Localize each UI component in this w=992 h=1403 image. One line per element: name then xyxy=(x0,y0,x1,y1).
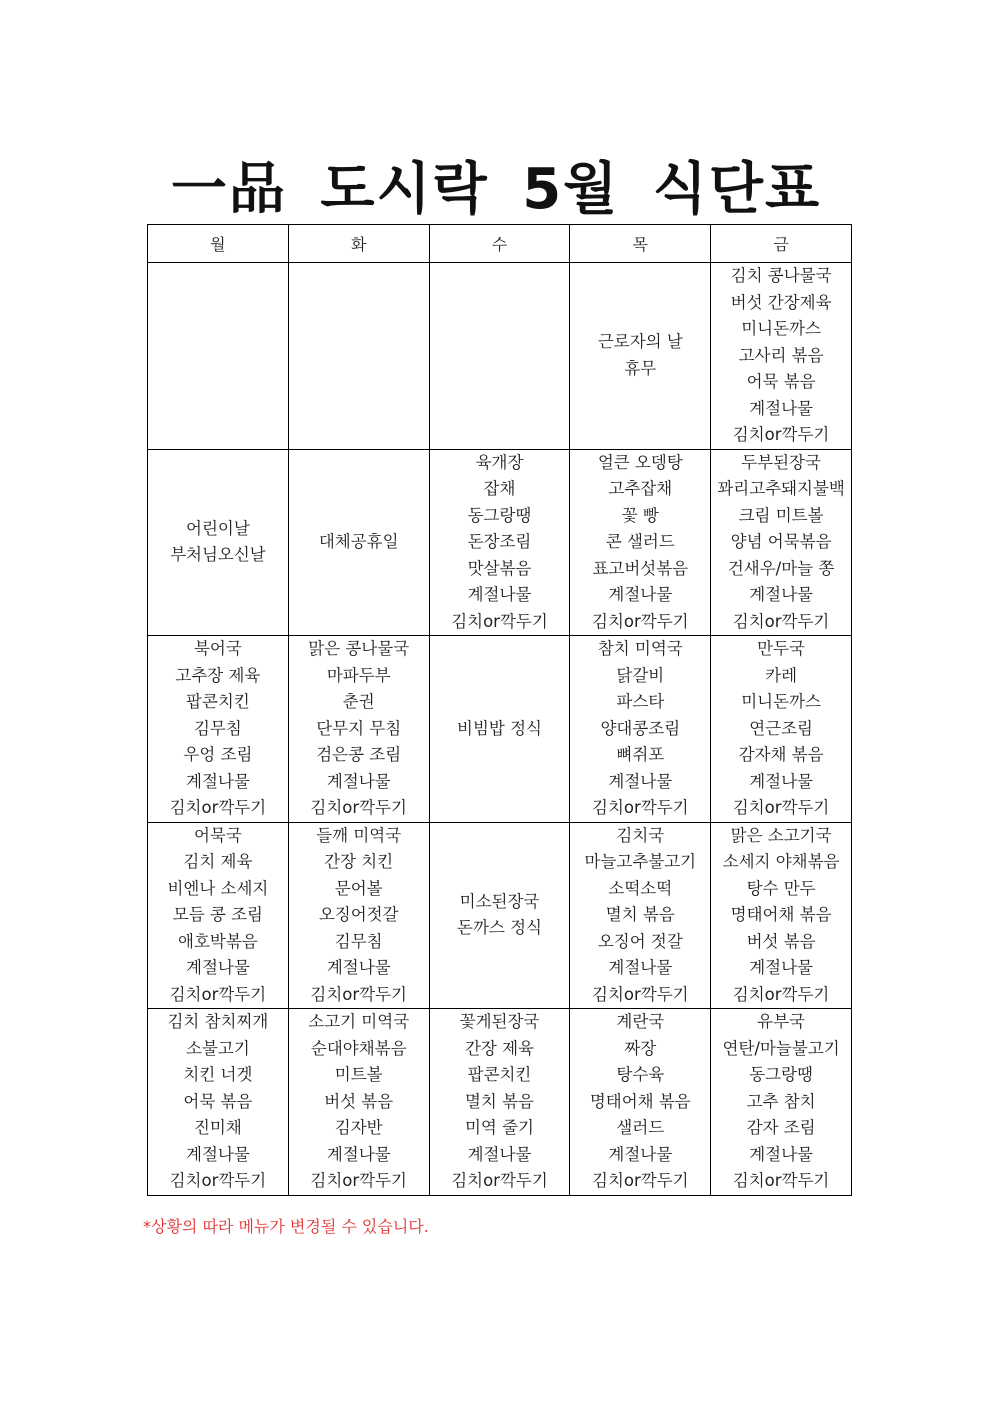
menu-item: 들깨 미역국 xyxy=(316,825,402,845)
menu-item: 계절나물 xyxy=(608,585,673,604)
menu-item: 명태어채 볶음 xyxy=(589,1091,691,1111)
menu-item: 부처님오신날 xyxy=(170,545,266,565)
menu-item: 김치or깍두기 xyxy=(169,798,267,817)
menu-item: 김치or깍두기 xyxy=(310,984,407,1004)
day-menu-cell xyxy=(148,1009,289,1196)
menu-item: 김치 참치찌개 xyxy=(167,1012,269,1031)
day-menu-cell xyxy=(288,1009,429,1196)
day-menu-cell xyxy=(288,263,429,450)
menu-item: 계절나물 xyxy=(186,1144,250,1164)
menu-item: 김자반 xyxy=(334,1118,383,1137)
menu-item: 표고버섯볶음 xyxy=(592,558,689,578)
menu-item: 꽈리고추돼지불백 xyxy=(717,479,845,498)
menu-item: 단무지 무침 xyxy=(316,718,402,738)
menu-item: 오징어젓갈 xyxy=(318,905,399,924)
day-menu-cell xyxy=(570,822,711,1009)
weekday-header: 목 xyxy=(570,225,711,263)
menu-item: 고사리 볶음 xyxy=(738,345,824,365)
weekday-header-row xyxy=(148,225,852,263)
menu-item: 계절나물 xyxy=(608,1144,673,1164)
menu-item: 김치국 xyxy=(616,825,665,845)
menu-body xyxy=(148,263,852,1196)
menu-item: 비엔나 소세지 xyxy=(167,878,269,898)
day-menu-cell xyxy=(711,449,852,636)
menu-item: 고추 참치 xyxy=(746,1091,816,1111)
menu-item: 어린이날 xyxy=(186,518,250,538)
menu-item: 동그랑땡 xyxy=(749,1065,813,1084)
menu-item: 김치 콩나물국 xyxy=(730,266,832,285)
menu-item: 멸치 볶음 xyxy=(464,1091,534,1111)
day-menu-cell xyxy=(429,1009,570,1196)
menu-item: 김무침 xyxy=(334,931,383,951)
menu-item: 탕수육 xyxy=(616,1065,665,1084)
menu-item: 우엉 조림 xyxy=(183,745,253,764)
menu-item: 탕수 만두 xyxy=(746,878,816,898)
menu-item: 미트볼 xyxy=(334,1065,383,1084)
menu-item: 계절나물 xyxy=(326,958,391,977)
menu-item: 문어볼 xyxy=(334,878,383,898)
menu-item: 계절나물 xyxy=(749,771,813,791)
menu-item: 계절나물 xyxy=(749,958,813,977)
menu-item: 애호박볶음 xyxy=(178,931,258,951)
weekday-header: 화 xyxy=(288,225,429,263)
menu-item: 미역 줄기 xyxy=(464,1118,534,1137)
day-menu-cell xyxy=(570,636,711,823)
menu-item: 소떡소떡 xyxy=(608,878,673,898)
menu-item: 비빔밥 정식 xyxy=(457,718,542,738)
menu-item: 치킨 너겟 xyxy=(183,1065,253,1084)
week-row xyxy=(148,1009,852,1196)
menu-item: 양념 어묵볶음 xyxy=(730,532,832,551)
menu-item: 김치or깍두기 xyxy=(451,611,548,631)
day-menu-cell xyxy=(711,636,852,823)
menu-item: 짜장 xyxy=(624,1038,657,1058)
menu-item: 김치or깍두기 xyxy=(310,1171,407,1190)
menu-item: 버섯 볶음 xyxy=(324,1091,394,1111)
menu-item: 샐러드 xyxy=(616,1118,665,1137)
menu-item: 진미채 xyxy=(193,1118,242,1137)
menu-item: 미소된장국 xyxy=(459,891,540,911)
menu-item: 계란국 xyxy=(616,1012,665,1031)
menu-item: 맛살볶음 xyxy=(467,558,532,578)
menu-item: 마파두부 xyxy=(326,665,391,685)
menu-item: 간장 치킨 xyxy=(324,852,394,871)
menu-item: 만두국 xyxy=(757,639,805,658)
menu-item: 계절나물 xyxy=(467,1144,532,1164)
day-menu-cell xyxy=(148,449,289,636)
menu-item: 건새우/마늘 쫑 xyxy=(727,558,835,578)
menu-item: 팝콘치킨 xyxy=(467,1065,532,1084)
menu-item: 동그랑땡 xyxy=(467,505,532,525)
menu-item: 소세지 야채볶음 xyxy=(722,852,840,871)
day-menu-cell xyxy=(429,263,570,450)
day-menu-cell xyxy=(148,636,289,823)
menu-item: 간장 제육 xyxy=(464,1038,534,1058)
day-menu-cell xyxy=(570,263,711,450)
week-row xyxy=(148,636,852,823)
menu-item: 꽃게된장국 xyxy=(459,1012,540,1031)
menu-item: 연근조림 xyxy=(749,718,813,738)
menu-item: 계절나물 xyxy=(326,771,391,791)
weekday-header: 월 xyxy=(148,225,289,263)
menu-item: 꽃 빵 xyxy=(621,505,659,525)
menu-item: 김치or깍두기 xyxy=(169,984,267,1004)
week-row xyxy=(148,822,852,1009)
menu-item: 순대야채볶음 xyxy=(310,1038,407,1058)
week-row xyxy=(148,449,852,636)
menu-item: 어묵 볶음 xyxy=(746,372,816,391)
menu-item: 김무침 xyxy=(193,718,242,738)
menu-item: 계절나물 xyxy=(186,958,250,977)
menu-item: 김치or깍두기 xyxy=(451,1171,548,1190)
menu-item: 참치 미역국 xyxy=(597,639,683,658)
menu-item: 버섯 볶음 xyxy=(746,931,816,951)
weekday-header: 금 xyxy=(711,225,852,263)
menu-item: 계절나물 xyxy=(608,771,673,791)
day-menu-cell xyxy=(711,822,852,1009)
menu-item: 김치or깍두기 xyxy=(732,1171,830,1190)
menu-item: 계절나물 xyxy=(749,585,813,604)
menu-item: 근로자의 날 xyxy=(597,332,683,352)
menu-item: 김치 제육 xyxy=(183,852,253,871)
day-menu-cell xyxy=(570,449,711,636)
day-menu-cell xyxy=(288,636,429,823)
menu-item: 멸치 볶음 xyxy=(605,905,675,924)
menu-item: 맑은 소고기국 xyxy=(730,825,832,845)
menu-item: 양대콩조림 xyxy=(600,718,681,738)
menu-item: 김치or깍두기 xyxy=(592,1171,689,1190)
menu-item: 춘권 xyxy=(342,692,375,711)
menu-item: 모듬 콩 조림 xyxy=(172,905,263,924)
menu-item: 콘 샐러드 xyxy=(605,532,675,551)
menu-item: 북어국 xyxy=(193,639,242,658)
menu-item: 김치or깍두기 xyxy=(169,1171,267,1190)
menu-item: 고추장 제육 xyxy=(175,665,261,685)
menu-item: 계절나물 xyxy=(608,958,673,977)
menu-item: 김치or깍두기 xyxy=(732,425,830,444)
menu-item: 팝콘치킨 xyxy=(186,692,250,711)
menu-item: 소고기 미역국 xyxy=(308,1012,410,1031)
menu-item: 미니돈까스 xyxy=(741,319,821,338)
menu-item: 카레 xyxy=(765,665,798,685)
menu-item: 육개장 xyxy=(475,452,524,472)
day-menu-cell xyxy=(148,822,289,1009)
menu-item: 계절나물 xyxy=(467,585,532,604)
menu-item: 계절나물 xyxy=(186,771,250,791)
menu-item: 고추잡채 xyxy=(608,479,673,498)
menu-item: 오징어 젓갈 xyxy=(597,931,683,951)
day-menu-cell xyxy=(429,636,570,823)
menu-item: 김치or깍두기 xyxy=(592,984,689,1004)
menu-item: 크림 미트볼 xyxy=(738,505,824,525)
day-menu-cell xyxy=(429,449,570,636)
menu-item: 휴무 xyxy=(624,358,657,378)
menu-item: 연탄/마늘불고기 xyxy=(722,1038,840,1058)
menu-item: 대체공휴일 xyxy=(318,532,399,551)
day-menu-cell xyxy=(711,263,852,450)
day-menu-cell xyxy=(711,1009,852,1196)
menu-item: 김치or깍두기 xyxy=(310,798,407,817)
menu-item: 파스타 xyxy=(616,692,665,711)
menu-item: 감자 조림 xyxy=(746,1118,816,1137)
menu-item: 김치or깍두기 xyxy=(732,798,830,817)
menu-item: 잡채 xyxy=(483,479,516,498)
menu-item: 맑은 콩나물국 xyxy=(308,639,410,658)
menu-item: 김치or깍두기 xyxy=(732,984,830,1004)
menu-item: 뼈쥐포 xyxy=(616,745,665,764)
menu-item: 계절나물 xyxy=(749,1144,813,1164)
menu-item: 닭갈비 xyxy=(616,665,665,685)
menu-item: 소불고기 xyxy=(186,1038,250,1058)
menu-item: 마늘고추불고기 xyxy=(584,852,697,871)
menu-item: 명태어채 볶음 xyxy=(730,905,832,924)
menu-item: 검은콩 조림 xyxy=(316,745,402,764)
menu-item: 두부된장국 xyxy=(741,452,821,472)
weekday-header: 수 xyxy=(429,225,570,263)
menu-item: 돈까스 정식 xyxy=(457,918,542,938)
menu-item: 계절나물 xyxy=(326,1144,391,1164)
menu-item: 버섯 간장제육 xyxy=(730,292,832,312)
menu-item: 어묵 볶음 xyxy=(183,1091,253,1111)
menu-item: 김치or깍두기 xyxy=(592,798,689,817)
menu-item: 계절나물 xyxy=(749,398,813,418)
menu-item: 감자채 볶음 xyxy=(738,745,824,764)
day-menu-cell xyxy=(288,822,429,1009)
day-menu-cell xyxy=(148,263,289,450)
menu-table xyxy=(147,224,852,1196)
day-menu-cell xyxy=(429,822,570,1009)
day-menu-cell xyxy=(288,449,429,636)
menu-item: 김치or깍두기 xyxy=(592,611,689,631)
page-title: 一品 도시락 5월 식단표 xyxy=(170,157,822,222)
menu-item: 어묵국 xyxy=(193,825,242,845)
menu-item: 김치or깍두기 xyxy=(732,611,830,631)
change-notice: *상황의 따라 메뉴가 변경될 수 있습니다. xyxy=(143,1217,429,1236)
menu-item: 미니돈까스 xyxy=(741,692,821,711)
menu-item: 얼큰 오뎅탕 xyxy=(597,452,683,472)
day-menu-cell xyxy=(570,1009,711,1196)
week-row xyxy=(148,263,852,450)
menu-item: 유부국 xyxy=(757,1012,805,1031)
menu-item: 돈장조림 xyxy=(467,532,532,551)
